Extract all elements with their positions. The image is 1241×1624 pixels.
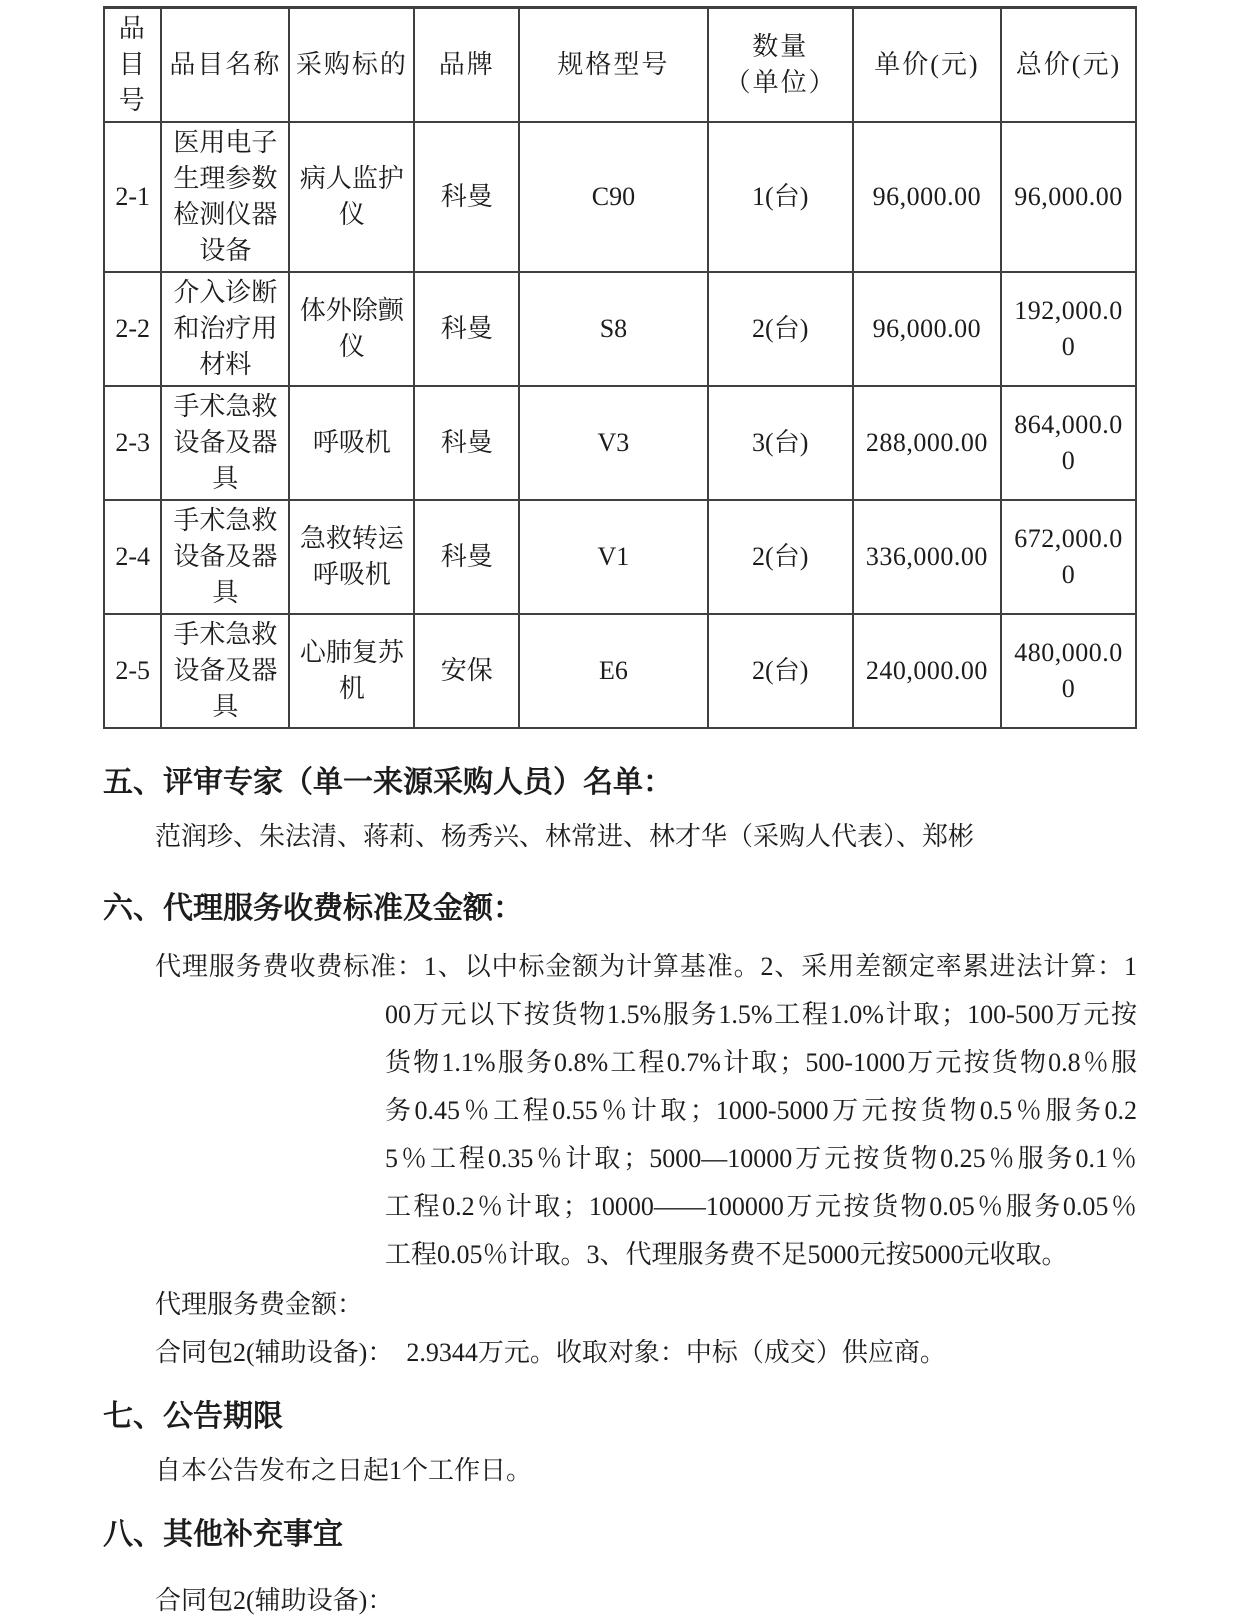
cell-item-name: 介入诊断和治疗用材料 (161, 272, 289, 386)
cell-item-name: 手术急救设备及器具 (161, 386, 289, 500)
agency-fee-standard-line: 工程0.2％计取；10000——100000万元按货物0.05％服务0.05％ (385, 1192, 1137, 1221)
agency-fee-standard-line: 5％工程0.35％计取；5000—10000万元按货物0.25％服务0.1％ (385, 1144, 1137, 1173)
cell-model: C90 (519, 122, 707, 272)
section-heading-agency-fee: 六、代理服务收费标准及金额： (103, 892, 523, 925)
cell-item-name: 手术急救设备及器具 (161, 500, 289, 614)
col-header-unit-price: 单价(元) (853, 8, 1001, 123)
col-header-total-price: 总价(元) (1001, 8, 1136, 123)
cell-total-price: 96,000.00 (1001, 122, 1136, 272)
agency-fee-standard-line: 工程0.05％计取。3、代理服务费不足5000元按5000元收取。 (385, 1240, 1068, 1269)
cell-item-no: 2-2 (104, 272, 161, 386)
agency-fee-standard-line: 货物1.1%服务0.8%工程0.7%计取；500-1000万元按货物0.8％服 (385, 1048, 1137, 1077)
cell-total-price: 864,000.00 (1001, 386, 1136, 500)
section-heading-other-matters: 八、其他补充事宜 (103, 1518, 343, 1551)
cell-unit-price: 96,000.00 (853, 122, 1001, 272)
cell-subject: 体外除颤仪 (289, 272, 414, 386)
cell-item-no: 2-4 (104, 500, 161, 614)
cell-quantity: 2(台) (708, 614, 853, 728)
table-row (104, 614, 1136, 728)
items-table-body (104, 122, 1136, 728)
col-header-model: 规格型号 (519, 8, 707, 123)
cell-subject: 病人监护仪 (289, 122, 414, 272)
cell-brand: 科曼 (414, 272, 519, 386)
items-table-header (104, 8, 1136, 123)
experts-names: 范润珍、朱法清、蒋莉、杨秀兴、林常进、林才华（采购人代表）、郑彬 (155, 822, 975, 851)
cell-model: S8 (519, 272, 707, 386)
cell-model: V1 (519, 500, 707, 614)
cell-model: E6 (519, 614, 707, 728)
cell-item-no: 2-1 (104, 122, 161, 272)
table-row (104, 122, 1136, 272)
cell-quantity: 2(台) (708, 500, 853, 614)
agency-fee-standard-line: 00万元以下按货物1.5%服务1.5%工程1.0%计取；100-500万元按 (385, 1000, 1137, 1029)
cell-subject: 心肺复苏机 (289, 614, 414, 728)
table-row (104, 500, 1136, 614)
cell-unit-price: 240,000.00 (853, 614, 1001, 728)
header-row (104, 8, 1136, 123)
cell-unit-price: 96,000.00 (853, 272, 1001, 386)
cell-brand: 安保 (414, 614, 519, 728)
cell-quantity: 3(台) (708, 386, 853, 500)
cell-quantity: 2(台) (708, 272, 853, 386)
agency-fee-standard-line: 代理服务费收费标准：1、以中标金额为计算基准。2、采用差额定率累进法计算：1 (155, 952, 1137, 981)
col-header-item-name: 品目名称 (161, 8, 289, 123)
table-row (104, 386, 1136, 500)
agency-fee-standard-paragraph (103, 943, 1137, 1279)
section-heading-experts: 五、评审专家（单一来源采购人员）名单： (103, 766, 673, 799)
cell-subject: 呼吸机 (289, 386, 414, 500)
cell-unit-price: 336,000.00 (853, 500, 1001, 614)
col-header-quantity: 数量（单位） (708, 8, 853, 123)
cell-quantity: 1(台) (708, 122, 853, 272)
cell-item-no: 2-5 (104, 614, 161, 728)
cell-model: V3 (519, 386, 707, 500)
cell-total-price: 192,000.00 (1001, 272, 1136, 386)
col-header-brand: 品牌 (414, 8, 519, 123)
cell-item-name: 医用电子生理参数检测仪器设备 (161, 122, 289, 272)
agency-fee-amount-line: 合同包2(辅助设备)： 2.9344万元。收取对象：中标（成交）供应商。 (155, 1338, 946, 1367)
cell-item-no: 2-3 (104, 386, 161, 500)
agency-fee-standard-line: 务0.45％工程0.55％计取；1000-5000万元按货物0.5％服务0.2 (385, 1096, 1137, 1125)
other-matters-body: 合同包2(辅助设备)： (155, 1586, 394, 1615)
cell-total-price: 480,000.00 (1001, 614, 1136, 728)
col-header-subject: 采购标的 (289, 8, 414, 123)
agency-fee-amount-label: 代理服务费金额： (155, 1290, 364, 1319)
section-heading-announcement-period: 七、公告期限 (103, 1400, 283, 1433)
cell-item-name: 手术急救设备及器具 (161, 614, 289, 728)
procurement-announcement-page (103, 6, 1137, 1621)
items-table (103, 6, 1137, 729)
cell-brand: 科曼 (414, 122, 519, 272)
cell-total-price: 672,000.00 (1001, 500, 1136, 614)
announcement-period-body: 自本公告发布之日起1个工作日。 (155, 1456, 533, 1485)
cell-subject: 急救转运呼吸机 (289, 500, 414, 614)
cell-unit-price: 288,000.00 (853, 386, 1001, 500)
table-row (104, 272, 1136, 386)
cell-brand: 科曼 (414, 500, 519, 614)
col-header-item-no: 品目号 (104, 8, 161, 123)
cell-brand: 科曼 (414, 386, 519, 500)
